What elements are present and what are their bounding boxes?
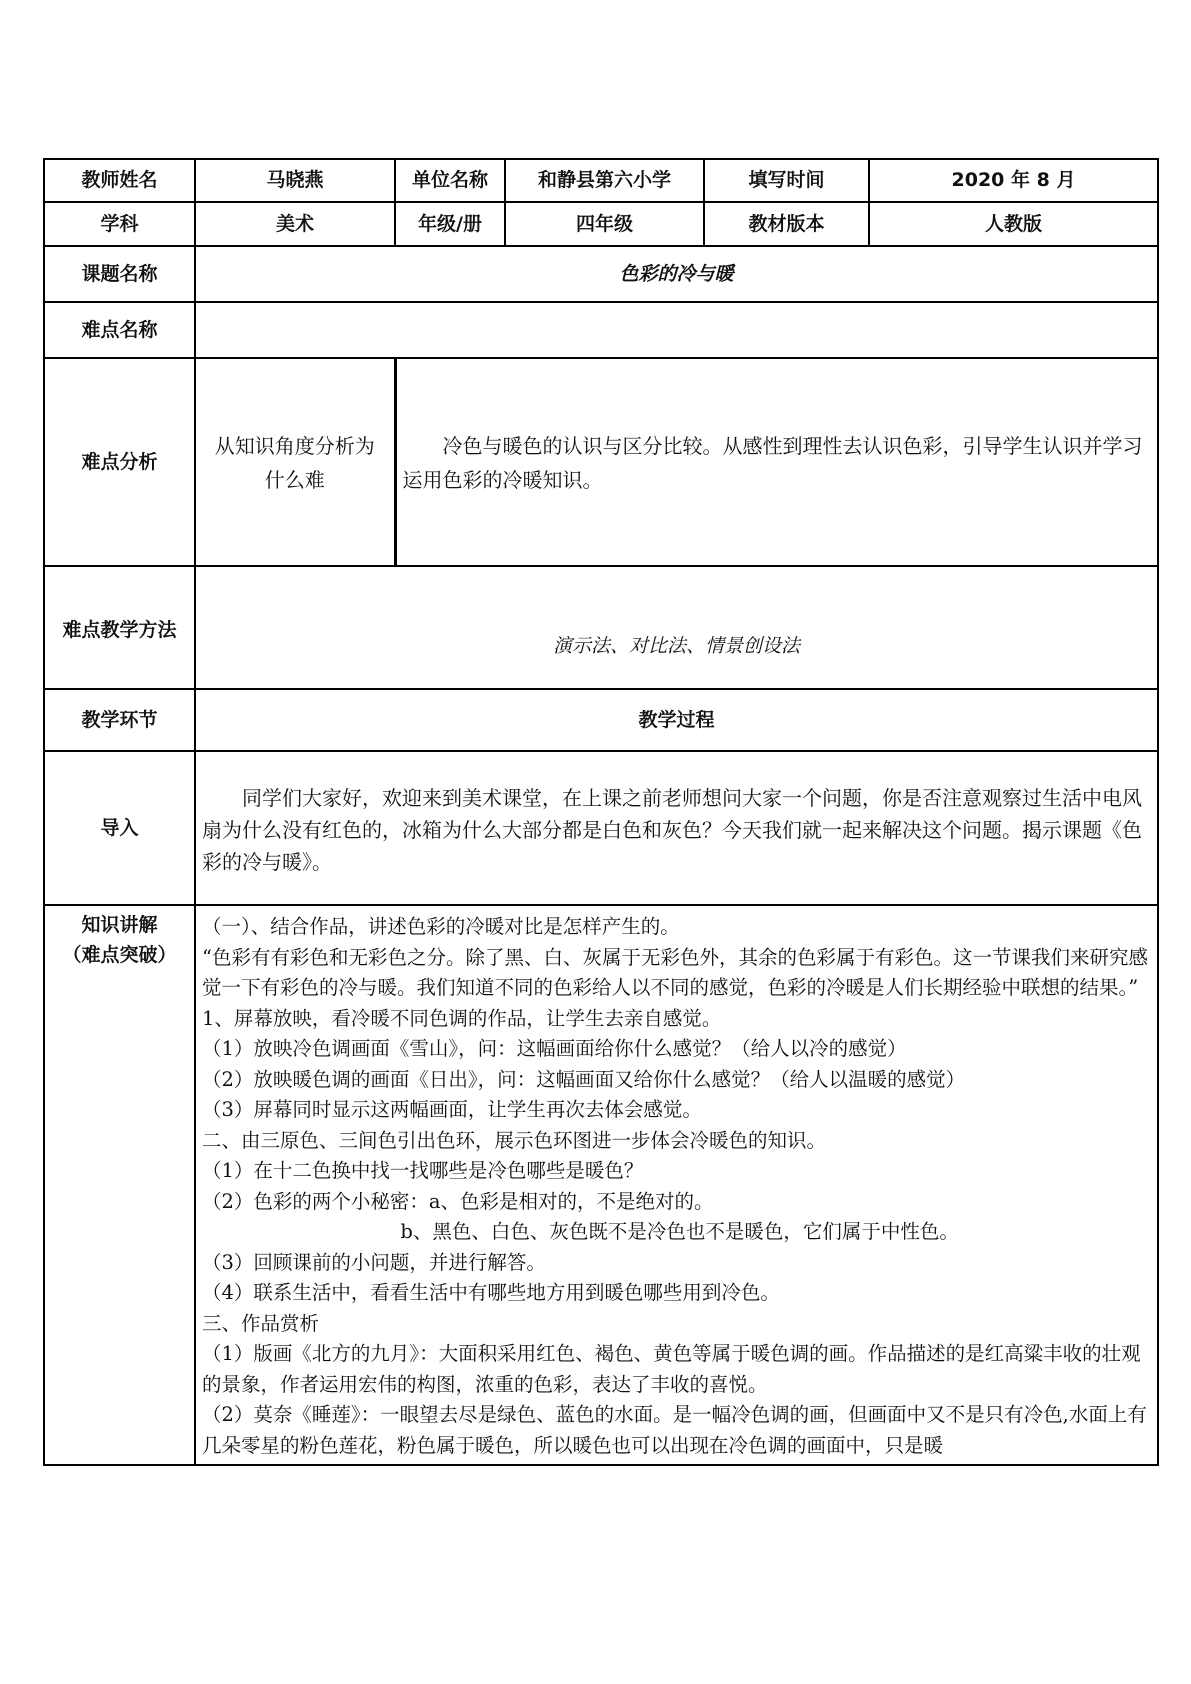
topic-label: 课题名称 bbox=[44, 246, 195, 302]
knowledge-line: 三、作品赏析 bbox=[202, 1311, 320, 1335]
difficulty-analysis-row bbox=[44, 358, 1158, 566]
teaching-method-value: 演示法、对比法、情景创设法 bbox=[195, 566, 1158, 689]
lesson-plan-table bbox=[43, 158, 1157, 1466]
knowledge-label-line1: 知识讲解 bbox=[81, 914, 158, 936]
difficulty-name-label: 难点名称 bbox=[44, 302, 195, 358]
topic-row bbox=[44, 246, 1158, 302]
knowledge-label bbox=[44, 905, 195, 1465]
difficulty-name-row bbox=[44, 302, 1158, 358]
edition-value: 人教版 bbox=[869, 202, 1158, 246]
knowledge-line: （1）在十二色换中找一找哪些是冷色哪些是暖色？ bbox=[202, 1159, 644, 1182]
analysis-text-cell bbox=[395, 358, 1158, 566]
knowledge-line: “色彩有有彩色和无彩色之分。除了黑、白、灰属于无彩色外，其余的色彩属于有彩色。这一节课我们来研究感觉一下有彩色的冷与暖。我们知道不同的色彩给人以不同的感觉，色彩的冷暖是人们长期经验中联想的结果。” bbox=[202, 945, 1148, 999]
intro-row bbox=[44, 751, 1158, 905]
knowledge-row bbox=[44, 905, 1158, 1465]
date-value: 2020 年 8 月 bbox=[869, 159, 1158, 202]
grade-label: 年级/册 bbox=[395, 202, 505, 246]
section-header-row bbox=[44, 689, 1158, 751]
knowledge-line: b、黑色、白色、灰色既不是冷色也不是暖色，它们属于中性色。 bbox=[202, 1220, 959, 1243]
unit-label: 单位名称 bbox=[395, 159, 505, 202]
teacher-label: 教师姓名 bbox=[44, 159, 195, 202]
subject-label: 学科 bbox=[44, 202, 195, 246]
difficulty-analysis-label: 难点分析 bbox=[44, 358, 195, 566]
teaching-method-row bbox=[44, 566, 1158, 689]
knowledge-label-line2: （难点突破） bbox=[62, 944, 177, 966]
header-row-2 bbox=[44, 202, 1158, 246]
difficulty-name-value bbox=[195, 302, 1158, 358]
topic-value: 色彩的冷与暖 bbox=[195, 246, 1158, 302]
intro-text: 同学们大家好，欢迎来到美术课堂，在上课之前老师想问大家一个问题，你是否注意观察过生活中电风扇为什么没有红色的，冰箱为什么大部分都是白色和灰色？今天我们就一起来解决这个问题。揭示课题《色彩的冷与暖》。 bbox=[202, 786, 1142, 874]
teacher-value: 马晓燕 bbox=[195, 159, 395, 202]
analysis-sublabel-line2: 什么难 bbox=[264, 468, 325, 492]
analysis-sublabel-line1: 从知识角度分析为 bbox=[214, 434, 375, 458]
knowledge-line: （3）屏幕同时显示这两幅画面，让学生再次去体会感觉。 bbox=[202, 1098, 702, 1121]
analysis-sublabel bbox=[195, 358, 395, 566]
knowledge-line: （2）放映暖色调的画面《日出》，问：这幅画面又给你什么感觉？（给人以温暖的感觉） bbox=[202, 1067, 966, 1091]
intro-text-cell bbox=[195, 751, 1158, 905]
knowledge-line: 二、由三原色、三间色引出色环，展示色环图进一步体会冷暖色的知识。 bbox=[202, 1128, 827, 1152]
knowledge-line: （一）、结合作品，讲述色彩的冷暖对比是怎样产生的。 bbox=[202, 915, 680, 938]
knowledge-line: （1）放映冷色调画面《雪山》，问：这幅画面给你什么感觉？（给人以冷的感觉） bbox=[202, 1037, 907, 1060]
edition-label: 教材版本 bbox=[704, 202, 869, 246]
intro-label: 导入 bbox=[44, 751, 195, 905]
knowledge-line: （1）版画《北方的九月》：大面积采用红色、褐色、黄色等属于暖色调的画。作品描述的是红高粱丰收的壮观的景象，作者运用宏伟的构图，浓重的色彩，表达了丰收的喜悦。 bbox=[202, 1342, 1141, 1396]
knowledge-line: （2）莫奈《睡莲》：一眼望去尽是绿色、蓝色的水面。是一幅冷色调的画，但画面中又不是只有冷色,水面上有几朵零星的粉色莲花，粉色属于暖色，所以暖色也可以出现在冷色调的画面中，只是暖 bbox=[202, 1403, 1147, 1457]
knowledge-line: （3）回顾课前的小问题，并进行解答。 bbox=[202, 1250, 546, 1274]
grade-value: 四年级 bbox=[505, 202, 704, 246]
date-label: 填写时间 bbox=[704, 159, 869, 202]
unit-value: 和静县第六小学 bbox=[505, 159, 704, 202]
section-header-right: 教学过程 bbox=[195, 689, 1158, 751]
analysis-text: 冷色与暖色的认识与区分比较。从感性到理性去认识色彩，引导学生认识并学习运用色彩的冷暖知识。 bbox=[402, 434, 1143, 492]
knowledge-text-cell bbox=[195, 905, 1158, 1465]
knowledge-line: 1、屏幕放映，看冷暖不同色调的作品，让学生去亲自感觉。 bbox=[202, 1006, 722, 1030]
header-row-1 bbox=[44, 159, 1158, 202]
teaching-method-label: 难点教学方法 bbox=[44, 566, 195, 689]
section-header-left: 教学环节 bbox=[44, 689, 195, 751]
knowledge-line: （4）联系生活中，看看生活中有哪些地方用到暖色哪些用到冷色。 bbox=[202, 1281, 780, 1304]
subject-value: 美术 bbox=[195, 202, 395, 246]
form-table bbox=[43, 158, 1159, 1466]
knowledge-text bbox=[202, 908, 1151, 1460]
knowledge-line: （2）色彩的两个小秘密：a、色彩是相对的，不是绝对的。 bbox=[202, 1189, 714, 1213]
